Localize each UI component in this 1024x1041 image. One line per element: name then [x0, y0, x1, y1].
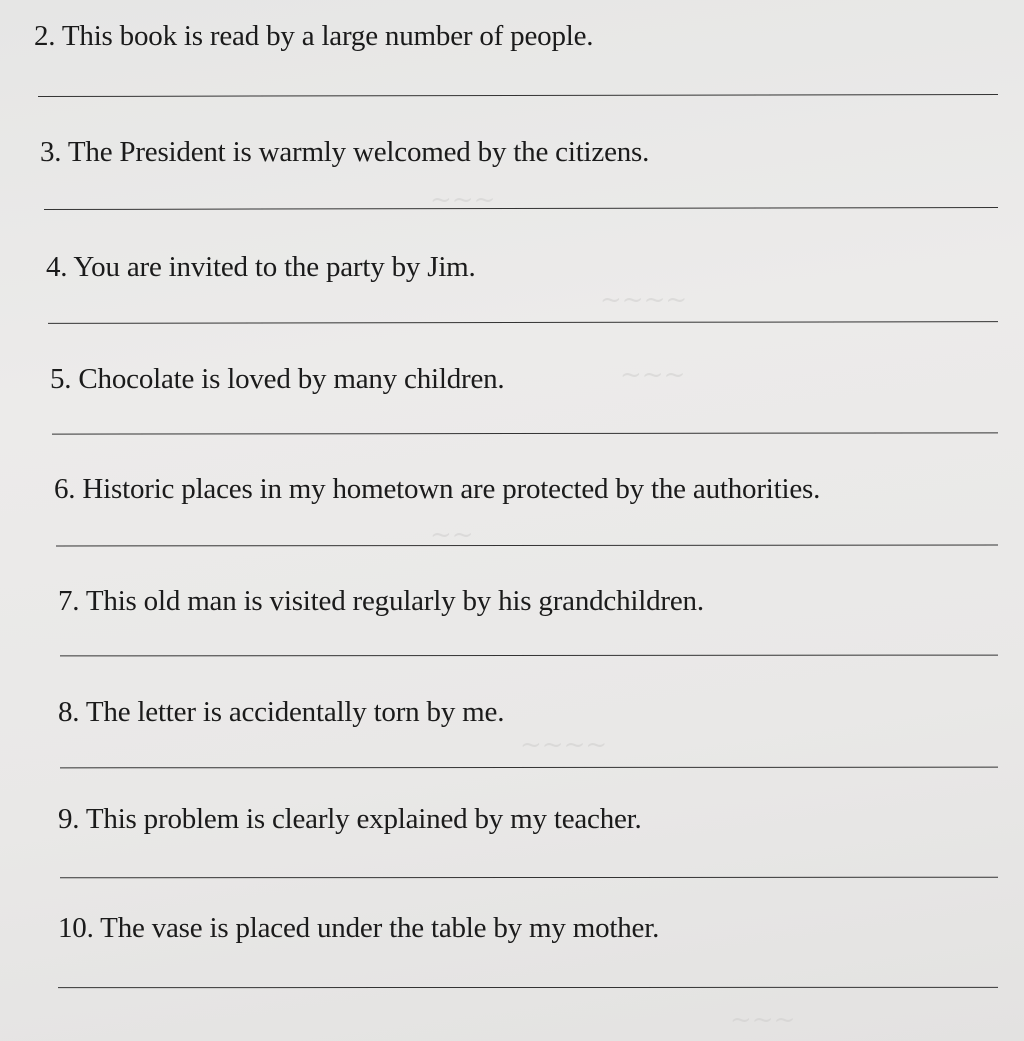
answer-line[interactable]	[58, 987, 998, 988]
question-text: 2. This book is read by a large number of people.	[34, 20, 594, 52]
question-text: 8. The letter is accidentally torn by me.	[58, 696, 505, 728]
question-text: 9. This problem is clearly explained by my teacher.	[58, 803, 642, 835]
answer-line[interactable]	[60, 655, 998, 657]
answer-line[interactable]	[52, 432, 998, 434]
show-through-mark: ~~~	[430, 185, 496, 215]
answer-line[interactable]	[48, 321, 998, 324]
answer-line[interactable]	[56, 545, 998, 547]
question-text: 10. The vase is placed under the table by my mother.	[58, 912, 660, 944]
question-text: 5. Chocolate is loved by many children.	[50, 363, 505, 395]
show-through-mark: ~~~~	[520, 730, 608, 760]
answer-line[interactable]	[44, 207, 998, 210]
show-through-mark: ~~~	[730, 1005, 796, 1035]
question-text: 4. You are invited to the party by Jim.	[46, 251, 476, 283]
show-through-mark: ~~~	[620, 360, 686, 390]
show-through-mark: ~~	[430, 520, 474, 550]
question-text: 6. Historic places in my hometown are protected by the authorities.	[54, 473, 821, 505]
show-through-mark: ~~~~	[600, 285, 688, 315]
answer-line[interactable]	[60, 767, 998, 769]
question-text: 7. This old man is visited regularly by his grandchildren.	[58, 585, 704, 617]
question-text: 3. The President is warmly welcomed by the citizens.	[40, 136, 650, 168]
answer-line[interactable]	[60, 877, 998, 878]
